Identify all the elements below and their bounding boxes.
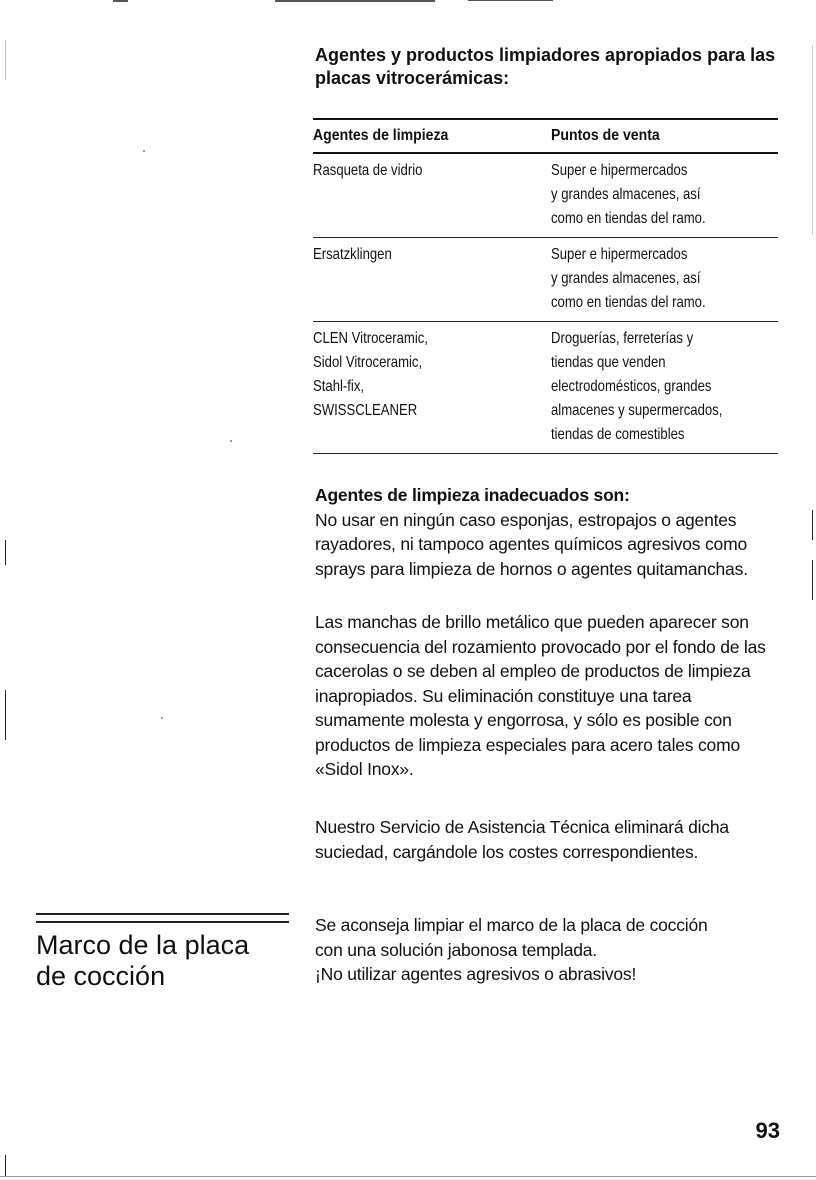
where-line: electrodomésticos, grandes (551, 378, 712, 395)
table-header-where: Puntos de venta (551, 127, 660, 144)
frame-text-line: ¡No utilizar agentes agresivos o abrasivos! (315, 964, 637, 984)
section-heading-suitable-agents: Agentes y productos limpiadores apropiados para las placas vitrocerámicas: (315, 45, 776, 88)
scan-artifact-dot (230, 440, 232, 442)
where-line: como en tiendas del ramo. (551, 210, 706, 227)
scan-artifact-bottom-rule (0, 1176, 816, 1177)
where-line: tiendas que venden (551, 354, 666, 371)
frame-text-line: Se aconseja limpiar el marco de la placa de cocción (315, 915, 708, 935)
agent-line: Ersatzklingen (313, 246, 392, 263)
scan-artifact-left-edge-2 (5, 540, 6, 565)
table-cell-agent (313, 238, 551, 321)
scan-artifact-dot (143, 150, 145, 152)
agent-line: CLEN Vitroceramic, (313, 330, 428, 347)
service-paragraph: Nuestro Servicio de Asistencia Técnica eliminará dicha suciedad, cargándole los costes correspondientes. (315, 817, 729, 862)
table-row (313, 154, 778, 237)
where-line: Super e hipermercados (551, 162, 688, 179)
scan-artifact-left-edge-4 (5, 1155, 6, 1177)
unsuitable-agents-text: No usar en ningún caso esponjas, estropajos o agentes rayadores, ni tampoco agentes químicos agresivos como sprays para limpieza de hornos o agentes quitamanchas. (315, 509, 748, 579)
frame-section-heading (36, 930, 306, 992)
where-line: como en tiendas del ramo. (551, 294, 706, 311)
table-row (313, 238, 778, 321)
table-cell-where (551, 322, 778, 453)
frame-section-text (315, 913, 785, 987)
scan-artifact-right-edge-2 (812, 510, 813, 540)
where-line: tiendas de comestibles (551, 426, 685, 443)
unsuitable-agents-heading: Agentes de limpieza inadecuados son: (315, 485, 630, 505)
cleaning-agents-table (313, 118, 778, 454)
agent-line: Stahl-fix, (313, 378, 365, 395)
scan-artifact-left-edge-3 (5, 690, 6, 740)
table-row (313, 322, 778, 453)
table-cell-where (551, 238, 778, 321)
page-number: 93 (755, 1118, 780, 1143)
where-line: Super e hipermercados (551, 246, 688, 263)
table-cell-where (551, 154, 778, 237)
agent-line: Rasqueta de vidrio (313, 162, 423, 179)
where-line: y grandes almacenes, así (551, 270, 701, 287)
table-bottom-rule (313, 453, 778, 454)
table-header-row (313, 120, 778, 152)
scan-artifact-dot (161, 717, 163, 719)
scan-artifact-top-dash (113, 0, 128, 2)
where-line: Droguerías, ferreterías y (551, 330, 694, 347)
stains-paragraph: Las manchas de brillo metálico que pueden aparecer son consecuencia del rozamiento provocado por el fondo de las cacerolas o se deben al empleo de productos de limpieza inapropiados. Su eliminación constituye una tarea sumamente molesta y engorrosa, y sólo es posible con productos de limpieza especiales para acero tales como «Sidol Inox». (315, 612, 766, 779)
scan-artifact-top-left (275, 0, 435, 2)
section-rule (36, 913, 289, 923)
scan-artifact-top-right (468, 0, 553, 1)
unsuitable-agents-block (315, 483, 785, 581)
table-header-agents: Agentes de limpieza (313, 127, 449, 144)
scan-artifact-right-edge (812, 45, 813, 235)
table-cell-agent (313, 154, 551, 237)
agent-line: SWISSCLEANER (313, 402, 418, 419)
where-line: almacenes y supermercados, (551, 402, 723, 419)
scan-artifact-right-edge-3 (812, 560, 813, 600)
where-line: y grandes almacenes, así (551, 186, 701, 203)
frame-heading-line: de cocción (36, 961, 166, 991)
agent-line: Sidol Vitroceramic, (313, 354, 423, 371)
frame-text-line: con una solución jabonosa templada. (315, 939, 597, 960)
scan-artifact-left-edge (5, 40, 6, 80)
table-cell-agent (313, 322, 551, 453)
frame-heading-line: Marco de la placa (36, 930, 250, 960)
